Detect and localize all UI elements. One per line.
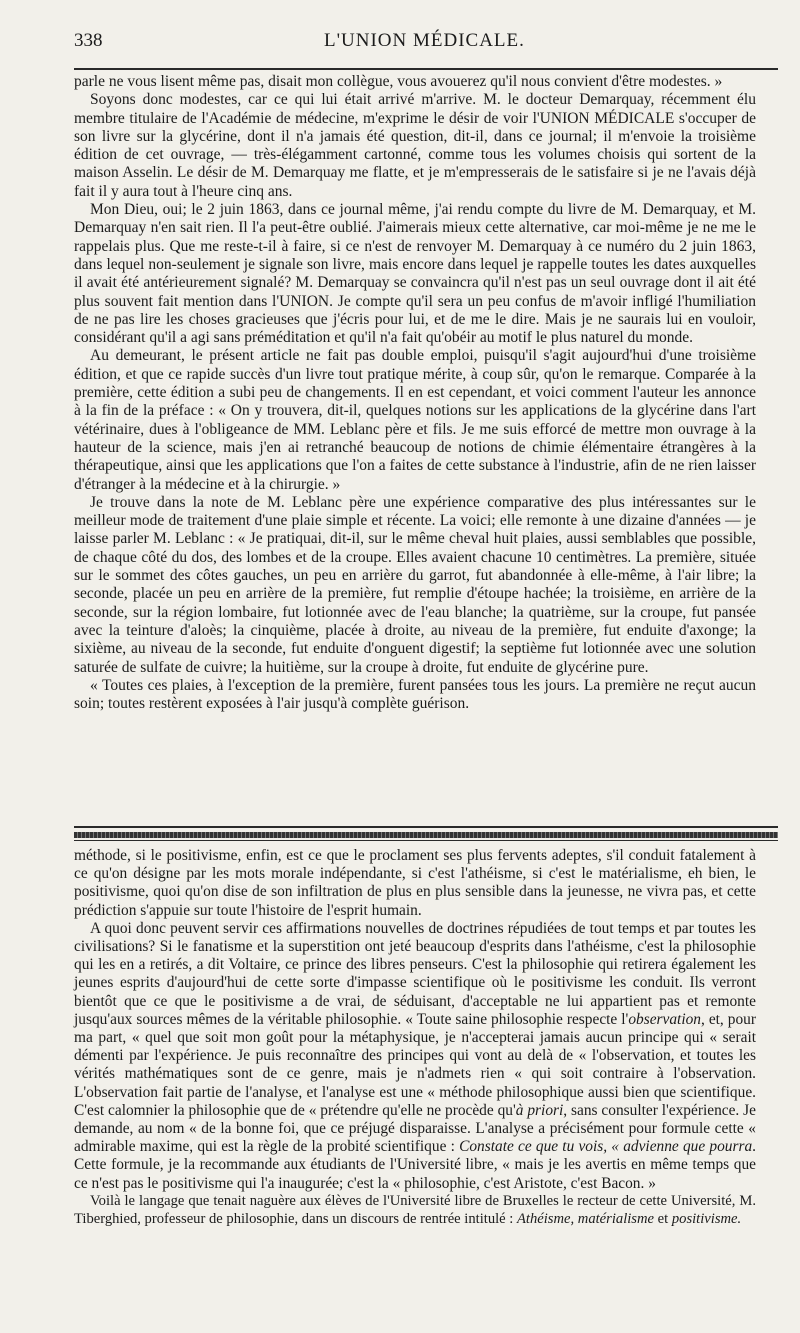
text-run: et — [654, 1210, 672, 1227]
text-run: Voilà le langage que tenait naguère aux élèves de l'Université libre de Bruxelles le recteur de cette Université, M. Tiberghied, professeur de philosophie, dans un discours de rentrée intitulé : — [74, 1192, 756, 1227]
page-header — [74, 24, 774, 54]
text-run: A quoi donc peuvent servir ces affirmations nouvelles de doctrines répudiées de tout temps et par toutes les civilisations? Si le fanatisme et la superstition ont jeté beaucoup d'esprits dans l'athéisme, c'est la philosophie qui les en a retirés, a dit Voltaire, ce prince des libres penseurs. C'est la philosophie qui retirera également les jeunes esprits d'aujourd'hui de cette sorte d'impasse scientifique où le positivisme les conduit. Ils verront bientôt que ce que le positivisme a de vrai, de séduisant, d'acceptable ne lui appartient pas et remonte jusqu'aux sources mêmes de la véritable philosophie. « Toute saine philosophie respecte l' — [74, 919, 756, 1028]
feuilleton-rule-top — [74, 826, 778, 828]
italic-run: observation — [628, 1010, 701, 1028]
italic-run: positivisme. — [671, 1210, 742, 1227]
text-run: , et, pour ma part, « quel que soit mon goût pour la métaphysique, je n'accepterai jamais aucun principe qui « serait démenti par l'expérience. Je puis reconnaître des principes qui vont au delà de « l'observation, et toutes les vérités mathématiques sont de ce genre, mais je n'admets rien « qui soit contraire à l'observation. L'observation fait partie de l'analyse, et l'analyse est une « méthode philosophique aussi bien que scientifique. C'est calomnier la philosophie que de « prétendre qu'elle ne procède qu' — [74, 1010, 756, 1119]
article-paragraph: Soyons donc modestes, car ce qui lui était arrivé m'arrive. M. le docteur Demarquay, récemment élu membre titulaire de l'Académie de médecine, m'exprime le désir de voir l'UNION MÉDICALE s'occuper de son livre sur la glycérine, dont il n'a jamais été question, dit-il, dans ce journal; il m'envoie la troisième édition de cet ouvrage, — très-élégamment cartonné, comme tous les volumes choisis qui sortent de la maison Asselin. Le désir de M. Demarquay me flatte, et je m'empresserais de le satisfaire si je ne l'avais déjà fait il y aura tout à l'heure cinq ans. — [74, 91, 756, 200]
feuilleton-rule-bottom — [74, 840, 778, 841]
article-paragraph: Mon Dieu, oui; le 2 juin 1863, dans ce journal même, j'ai rendu compte du livre de M. Demarquay, et M. Demarquay n'en sait rien. Il l'a peut-être oublié. J'aimerais mieux cette alternative, car moi-même je ne me le rappelais plus. Que me reste-t-il à faire, si ce n'est de renvoyer M. Demarquay à ce numéro du 2 juin 1863, dans lequel non-seulement je signale son livre, mais encore dans lequel je rappelle toutes les dates auxquelles il avait été antérieurement signalé? M. Demarquay se convaincra qu'il n'est pas un seul ouvrage dont il ait été plus souvent fait mention dans l'UNION. Je compte qu'il sera un peu confus de m'avoir infligé l'humiliation de ne pas lire les choses gracieuses que j'écris pour lui, et de me le dire. Mais je ne saurais lui en vouloir, considérant qu'il a agi sans préméditation et qu'il n'a fait qu'obéir au motif le plus naturel du monde. — [74, 201, 756, 347]
feuilleton-body — [74, 847, 756, 1228]
running-title: L'UNION MÉDICALE. — [324, 30, 525, 51]
italic-run: Constate ce que tu vois, « advienne que pourra — [459, 1138, 753, 1156]
feuilleton-paragraph — [74, 1193, 756, 1229]
article-paragraph: Je trouve dans la note de M. Leblanc père une expérience comparative des plus intéressantes sur le meilleur mode de traitement d'une plaie simple et récente. La voici; elle remonte à une dizaine d'années — je laisse parler M. Leblanc : « Je pratiquai, dit-il, sur le même cheval huit plaies, aussi semblables que possible, de chaque côté du dos, des lombes et de la croupe. Elles avaient chacune 10 centimètres. La première, située sur le sommet des côtes gauches, un peu en arrière du garrot, fut abandonnée à elle-même, à l'air libre; la seconde, placée un peu en arrière de la première, fut remplie d'étoupe hachée; la troisième, en arrière de la seconde, sur la région lombaire, fut lotionnée avec de l'eau blanche; la quatrième, sur la croupe, fut pansée avec la teinture d'aloès; la cinquième, placée à droite, au niveau de la première, fut enduite d'axonge; la sixième, au niveau de la seconde, fut enduite d'onguent digestif; la septième fut lotionnée avec une solution saturée de sulfate de cuivre; la huitième, sur la croupe à droite, fut enduite de glycérine pure. — [74, 493, 756, 676]
article-body — [74, 73, 756, 713]
feuilleton-paragraph: méthode, si le positivisme, enfin, est ce que le proclament ses plus fervents adeptes, s'il conduit fatalement à ce qu'on désigne par les mots morale indépendante, si c'est l'athéisme, si c'est le matérialisme, eh bien, le positivisme, quoi qu'on dise de son infiltration de plus en plus sensible dans la jeunesse, ne vivra pas, et cette prédiction s'appuie sur toute l'histoire de l'esprit humain. — [74, 847, 756, 919]
italic-run: Athéisme, matérialisme — [517, 1210, 654, 1227]
article-paragraph: « Toutes ces plaies, à l'exception de la première, furent pansées tous les jours. La première ne reçut aucun soin; toutes restèrent exposées à l'air jusqu'à complète guérison. — [74, 676, 756, 713]
article-paragraph: parle ne vous lisent même pas, disait mon collègue, vous avouerez qu'il nous convient d'être modestes. » — [74, 73, 723, 90]
header-rule — [74, 68, 778, 70]
feuilleton-paragraph — [74, 920, 756, 1193]
text-run: , sans consulter l'expérience. Je demande, au nom « de la bonne foi, que ce préjugé disparaisse. L'analyse a précisément pour formule cette « admirable maxime, qui est la règle de la probité scientifique : — [74, 1101, 756, 1156]
text-run: . Cette formule, je la recommande aux étudiants de l'Université libre, « mais je les avertis en même temps que ce n'est pas le positivisme qui l'a inaugurée; c'est la « philosophie, c'est Aristote, c'est Bacon. » — [74, 1138, 756, 1192]
article-paragraph: Au demeurant, le présent article ne fait pas double emploi, puisqu'il s'agit aujourd'hui d'une troisième édition, et que ce rapide succès d'un livre tout pratique mérite, à coup sûr, qu'on le remarque. Comparée à la première, cette édition a subi peu de changements. Il en est cependant, et voici comment l'auteur les annonce à la fin de la préface : « On y trouvera, dit-il, quelques notions sur les applications de la glycérine dans l'art vétérinaire, dues à l'obligeance de MM. Leblanc père et fils. Je me suis efforcé de mettre mon ouvrage à la hauteur de la science, mais j'en ai retranché beaucoup de notions de chimie élémentaire étrangères à la thérapeutique, ainsi que les applications que l'on a faites de cette substance à l'industrie, afin de ne rien laisser d'étranger à la médecine et à la chirurgie. » — [74, 347, 756, 493]
feuilleton-rule-band — [74, 832, 778, 838]
page-number: 338 — [74, 30, 103, 51]
italic-run: à priori — [515, 1101, 564, 1119]
